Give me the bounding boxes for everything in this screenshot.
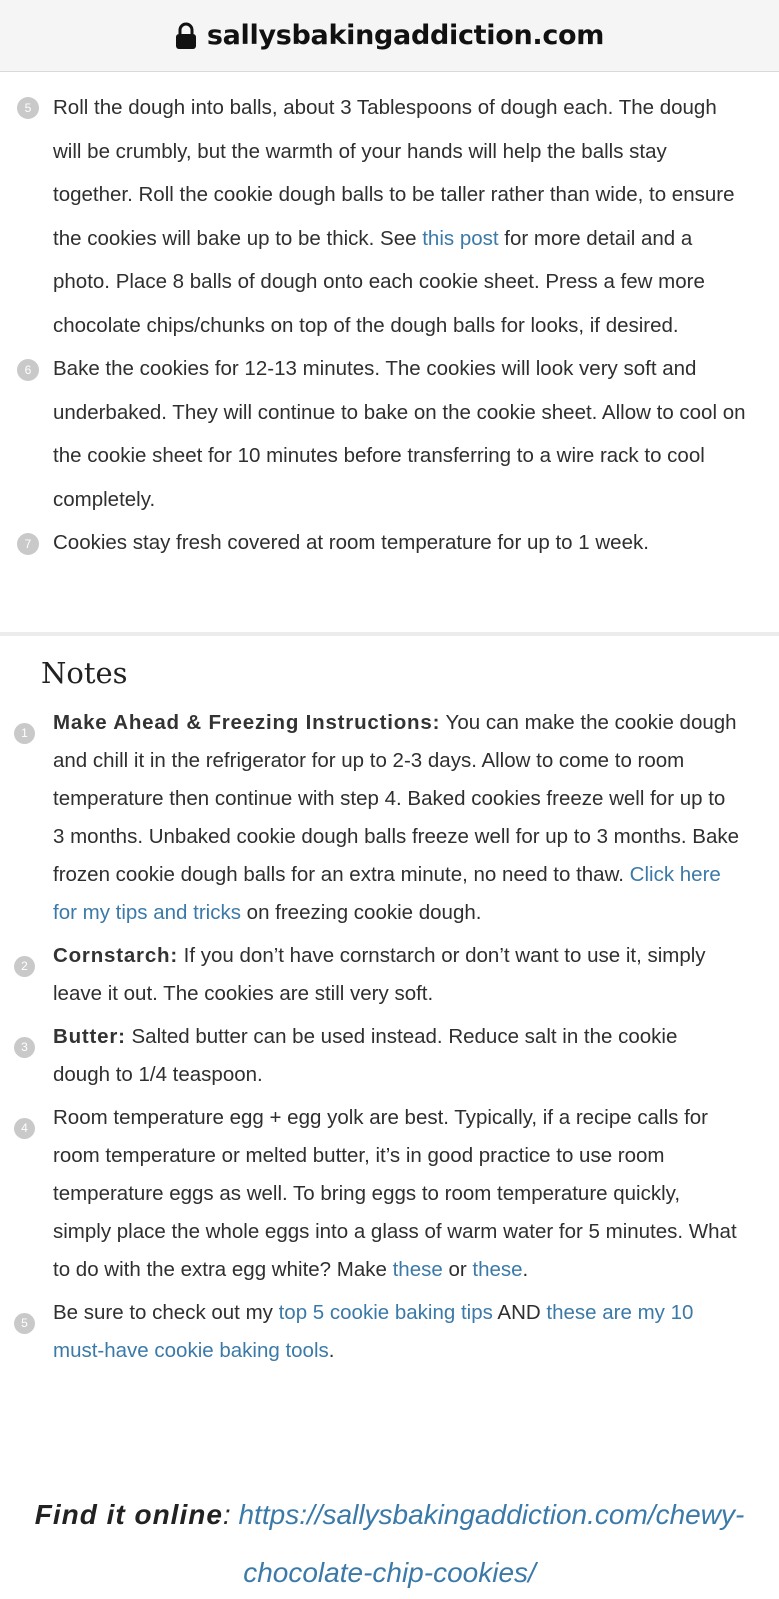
note-number-badge: 1 (14, 723, 35, 744)
this-post-link[interactable]: this post (422, 226, 499, 250)
step-number-badge: 5 (17, 97, 39, 119)
note-text: AND (492, 1301, 547, 1324)
freezing-tips-link[interactable]: Click here for my tips and tricks (53, 863, 721, 924)
list-item (0, 1294, 779, 1370)
egg-white-recipe-link-2[interactable]: these (472, 1258, 523, 1281)
note-label: Cornstarch: (53, 944, 178, 967)
note-text: You can make the cookie dough and chill it in the refrigerator for up to 2-3 days. Allow to come to room temperature then continue with step 4. Baked cookies freeze well for up to 3 months. Unbaked cookie dough balls freeze well for up to 3 months. Bake frozen cookie dough balls for an extra minute, no need to thaw. (53, 711, 740, 886)
step-number-badge: 7 (17, 533, 39, 555)
list-item (0, 86, 779, 347)
note-number-badge: 4 (14, 1118, 35, 1139)
notes-list (0, 704, 779, 1370)
note-text: Salted butter can be used instead. Reduce salt in the cookie dough to 1/4 teaspoon. (53, 1025, 678, 1086)
egg-white-recipe-link-1[interactable]: these (392, 1258, 443, 1281)
find-it-online (0, 1486, 779, 1599)
note-text: or (442, 1258, 473, 1281)
note-text: Be sure to check out my (53, 1301, 279, 1324)
list-item (0, 1099, 779, 1289)
step-text: Roll the dough into balls, about 3 Tablespoons of dough each. The dough will be crumbly, but the warmth of your hands will help the balls stay together. Roll the cookie dough balls to be taller rather than wide, to ensure the cookies will bake up to be thick. See (53, 96, 735, 250)
notes-heading: Notes (41, 656, 128, 690)
lock-icon (175, 22, 197, 50)
note-number-badge: 2 (14, 956, 35, 977)
note-number-badge: 5 (14, 1313, 35, 1334)
note-text: If you don’t have cornstarch or don’t want to use it, simply leave it out. The cookies are still very soft. (53, 944, 706, 1005)
recipe-url-link[interactable]: https://sallysbakingaddiction.com/chewy-chocolate-chip-cookies/ (238, 1499, 745, 1588)
note-text: . (522, 1258, 529, 1281)
step-text: Bake the cookies for 12-13 minutes. The cookies will look very soft and underbaked. They will continue to bake on the cookie sheet. Allow to cool on the cookie sheet for 10 minutes before transferring to a wire rack to cool completely. (53, 357, 746, 511)
note-number-badge: 3 (14, 1037, 35, 1058)
note-label: Make Ahead & Freezing Instructions: (53, 711, 441, 734)
list-item (0, 704, 779, 932)
note-text: . (328, 1339, 335, 1362)
instructions-list (0, 86, 779, 565)
find-online-colon: : (222, 1499, 231, 1530)
url-domain[interactable]: sallysbakingaddiction.com (206, 20, 605, 51)
baking-tips-link[interactable]: top 5 cookie baking tips (278, 1301, 493, 1324)
list-item (0, 937, 779, 1013)
list-item (0, 521, 779, 565)
baking-tools-link[interactable]: these are my 10 must-have cookie baking tools (53, 1301, 694, 1362)
list-item (0, 347, 779, 521)
note-text: Room temperature egg + egg yolk are best. Typically, if a recipe calls for room temperature or melted butter, it’s in good practice to use room temperature eggs as well. To bring eggs to room temperature quickly, simply place the whole eggs into a glass of warm water for 5 minutes. What to do with the extra egg white? Make (53, 1106, 737, 1281)
list-item (0, 1018, 779, 1094)
section-divider (0, 632, 779, 636)
note-label: Butter: (53, 1025, 126, 1048)
step-text: for more detail and a photo. Place 8 balls of dough onto each cookie sheet. Press a few more chocolate chips/chunks on top of the dough balls for looks, if desired. (53, 226, 705, 337)
step-text: Cookies stay fresh covered at room temperature for up to 1 week. (53, 531, 649, 554)
find-online-label: Find it online (34, 1499, 223, 1530)
step-number-badge: 6 (17, 359, 39, 381)
browser-url-bar[interactable] (0, 0, 779, 72)
note-text: on freezing cookie dough. (240, 901, 482, 924)
